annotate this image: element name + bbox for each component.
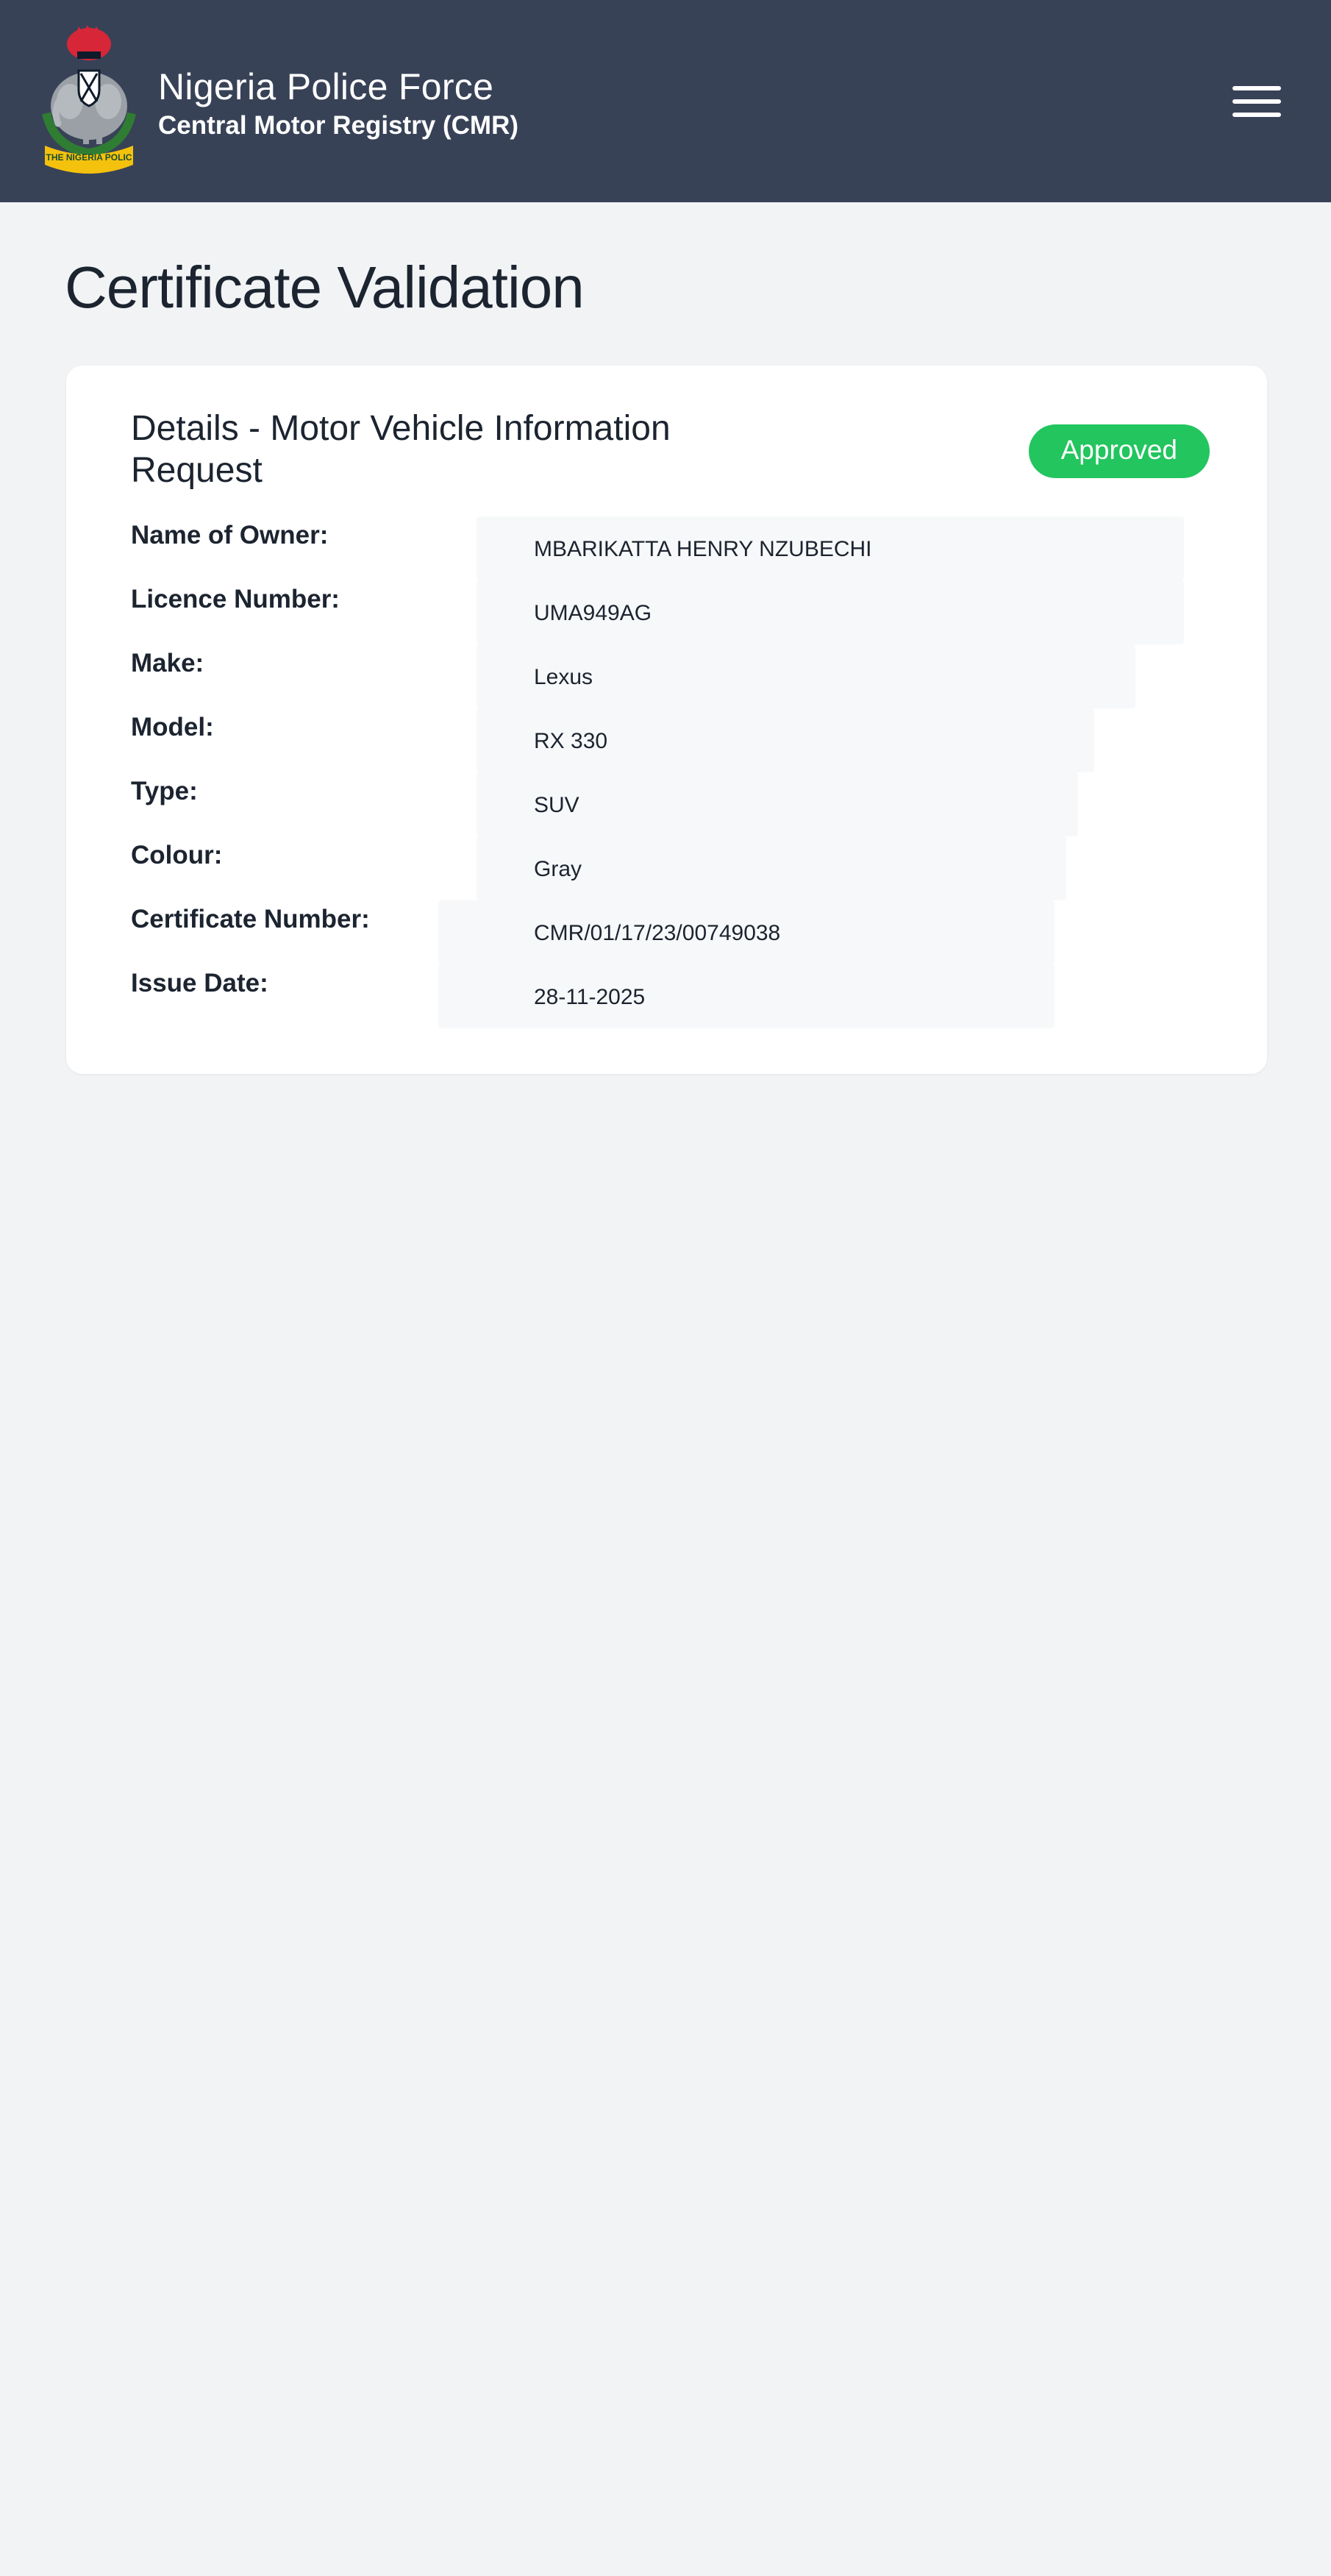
page-content [0, 255, 1331, 1074]
status-badge: Approved [1029, 424, 1210, 478]
hamburger-menu-icon[interactable] [1232, 79, 1287, 124]
certificate-details-card [66, 366, 1267, 1074]
detail-value: 28-11-2025 [534, 985, 646, 1010]
detail-value: RX 330 [534, 729, 608, 754]
detail-value: MBARIKATTA HENRY NZUBECHI [534, 537, 872, 562]
org-name: Nigeria Police Force [158, 65, 494, 107]
detail-value-wrap [477, 516, 1210, 580]
site-header [0, 0, 1331, 202]
detail-value-wrap [477, 900, 1210, 964]
org-subtitle: Central Motor Registry (CMR) [158, 110, 519, 140]
detail-label: Issue Date: [131, 969, 268, 998]
card-header [131, 408, 1210, 491]
card-title: Details - Motor Vehicle Information Request [131, 409, 671, 490]
detail-value: Gray [534, 857, 582, 882]
detail-row-issue-date [131, 964, 1210, 1028]
detail-label: Model: [131, 713, 214, 742]
details-list [131, 516, 1210, 1028]
detail-row-certificate-number [131, 900, 1210, 964]
menu-bar-1 [1232, 86, 1281, 90]
detail-value-wrap [477, 580, 1210, 644]
detail-label: Name of Owner: [131, 521, 329, 550]
nigeria-police-crest-icon [40, 25, 138, 178]
detail-row-type [131, 772, 1210, 836]
detail-label: Colour: [131, 841, 223, 870]
detail-row-model [131, 708, 1210, 772]
detail-value-wrap [477, 708, 1210, 772]
detail-label: Licence Number: [131, 585, 340, 614]
detail-value: Lexus [534, 665, 593, 690]
detail-value-wrap [477, 772, 1210, 836]
menu-bar-3 [1232, 113, 1281, 117]
detail-row-make [131, 644, 1210, 708]
svg-text:THE NIGERIA POLIC: THE NIGERIA POLIC [46, 152, 132, 163]
detail-value-wrap [477, 644, 1210, 708]
detail-value-wrap [477, 836, 1210, 900]
detail-row-colour [131, 836, 1210, 900]
detail-label: Certificate Number: [131, 905, 370, 934]
menu-bar-2 [1232, 99, 1281, 104]
detail-value-wrap [477, 964, 1210, 1028]
detail-row-name-of-owner [131, 516, 1210, 580]
detail-label: Make: [131, 649, 204, 678]
detail-value: UMA949AG [534, 601, 652, 626]
detail-value: SUV [534, 793, 579, 818]
detail-label: Type: [131, 777, 198, 806]
page-title: Certificate Validation [65, 255, 584, 320]
detail-value: CMR/01/17/23/00749038 [534, 921, 781, 946]
detail-row-licence-number [131, 580, 1210, 644]
brand-block [40, 25, 518, 178]
brand-text [158, 62, 518, 141]
